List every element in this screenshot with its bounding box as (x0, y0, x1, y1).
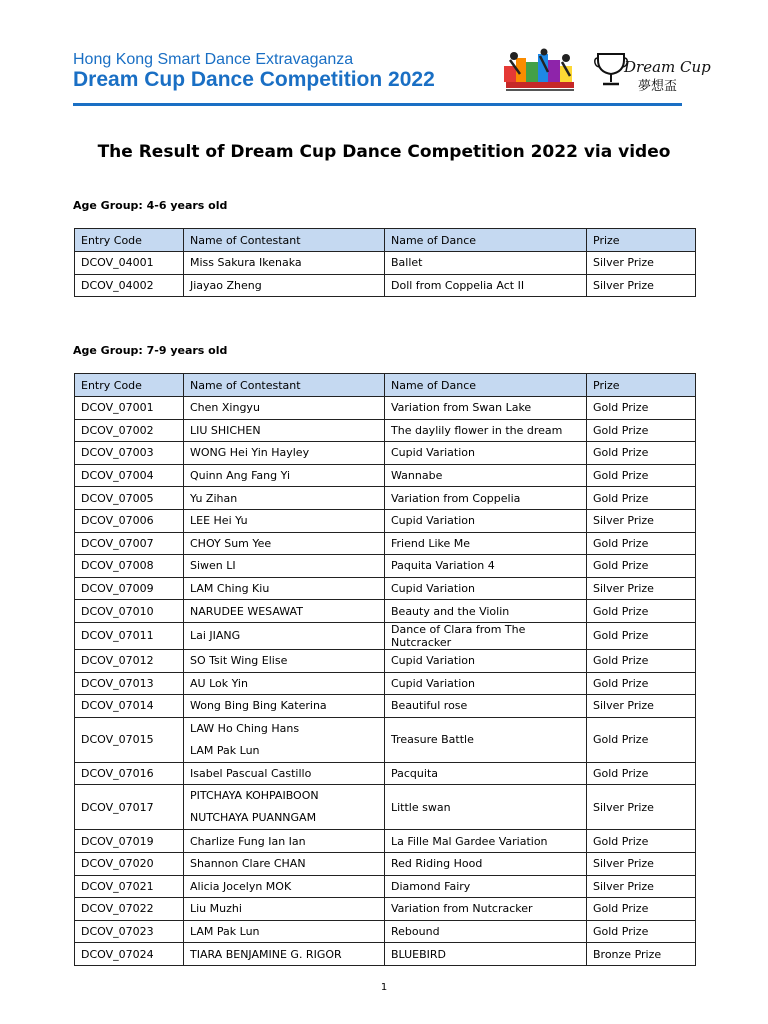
contestant-cell (184, 875, 385, 898)
contestant-name: Isabel Pascual Castillo (190, 767, 312, 781)
table-row (75, 622, 696, 649)
entry-code-cell: DCOV_07004 (75, 464, 184, 487)
prize-cell: Gold Prize (587, 555, 696, 578)
table-row (75, 898, 696, 921)
contestant-name: NUTCHAYA PUANNGAM (190, 811, 317, 825)
header-title: Dream Cup Dance Competition 2022 (73, 68, 435, 91)
contestant-name: Chen Xingyu (190, 401, 260, 415)
dream-cup-logo (594, 50, 711, 96)
table-row (75, 695, 696, 718)
table-row (75, 397, 696, 420)
prize-cell: Gold Prize (587, 419, 696, 442)
prize-cell: Gold Prize (587, 600, 696, 623)
contestant-name: WONG Hei Yin Hayley (190, 446, 310, 460)
contestant-cell (184, 487, 385, 510)
prize-cell: Gold Prize (587, 830, 696, 853)
extravaganza-logo (500, 48, 580, 96)
results-table (74, 228, 696, 297)
table-row (75, 464, 696, 487)
dance-cell: Cupid Variation (385, 509, 587, 532)
table-row (75, 600, 696, 623)
entry-code-cell: DCOV_07006 (75, 509, 184, 532)
table-row (75, 509, 696, 532)
dance-cell: La Fille Mal Gardee Variation (385, 830, 587, 853)
prize-cell: Gold Prize (587, 898, 696, 921)
entry-code-cell: DCOV_07023 (75, 920, 184, 943)
contestant-cell (184, 695, 385, 718)
table-row (75, 577, 696, 600)
entry-code-cell: DCOV_07008 (75, 555, 184, 578)
table-row (75, 532, 696, 555)
contestant-cell (184, 555, 385, 578)
entry-code-cell: DCOV_07015 (75, 717, 184, 762)
entry-code-cell: DCOV_07005 (75, 487, 184, 510)
prize-cell: Silver Prize (587, 577, 696, 600)
contestant-cell (184, 509, 385, 532)
contestant-cell (184, 852, 385, 875)
contestant-name: Wong Bing Bing Katerina (190, 699, 327, 713)
contestant-cell (184, 762, 385, 785)
dance-cell: The daylily flower in the dream (385, 419, 587, 442)
entry-code-cell: DCOV_07011 (75, 622, 184, 649)
prize-cell: Bronze Prize (587, 943, 696, 966)
contestant-name: LAM Pak Lun (190, 743, 260, 757)
contestant-cell (184, 622, 385, 649)
prize-cell: Gold Prize (587, 397, 696, 420)
table-header-row (75, 229, 696, 252)
entry-code-cell: DCOV_07019 (75, 830, 184, 853)
dance-cell: Beautiful rose (385, 695, 587, 718)
contestant-name: LAW Ho Ching Hans (190, 721, 300, 735)
entry-code-cell: DCOV_07017 (75, 785, 184, 830)
contestant-name: Siwen LI (190, 559, 236, 573)
entry-code-cell: DCOV_04002 (75, 274, 184, 297)
column-header: Name of Dance (385, 229, 587, 252)
prize-cell: Gold Prize (587, 672, 696, 695)
contestant-name: Jiayao Zheng (190, 278, 262, 292)
entry-code-cell: DCOV_07009 (75, 577, 184, 600)
dance-cell: Diamond Fairy (385, 875, 587, 898)
prize-cell: Silver Prize (587, 852, 696, 875)
contestant-name: Charlize Fung Ian Ian (190, 834, 306, 848)
dance-cell: Ballet (385, 252, 587, 275)
entry-code-cell: DCOV_07007 (75, 532, 184, 555)
prize-cell: Gold Prize (587, 649, 696, 672)
contestant-cell (184, 943, 385, 966)
dance-cell: Cupid Variation (385, 672, 587, 695)
contestant-cell (184, 274, 385, 297)
dance-cell: Variation from Nutcracker (385, 898, 587, 921)
contestant-cell (184, 672, 385, 695)
column-header: Prize (587, 374, 696, 397)
prize-cell: Gold Prize (587, 464, 696, 487)
dance-cell: Variation from Coppelia (385, 487, 587, 510)
contestant-name: LEE Hei Yu (190, 514, 248, 528)
table-row (75, 274, 696, 297)
table-row (75, 830, 696, 853)
entry-code-cell: DCOV_07001 (75, 397, 184, 420)
contestant-cell (184, 649, 385, 672)
contestant-cell (184, 577, 385, 600)
contestant-name: TIARA BENJAMINE G. RIGOR (190, 947, 342, 961)
column-header: Prize (587, 229, 696, 252)
contestant-name: LAM Ching Kiu (190, 582, 270, 596)
contestant-cell (184, 920, 385, 943)
column-header: Name of Contestant (184, 374, 385, 397)
prize-cell: Silver Prize (587, 695, 696, 718)
table-row (75, 487, 696, 510)
column-header: Name of Dance (385, 374, 587, 397)
table-row (75, 419, 696, 442)
dance-cell: Wannabe (385, 464, 587, 487)
dance-cell: Cupid Variation (385, 442, 587, 465)
prize-cell: Silver Prize (587, 785, 696, 830)
entry-code-cell: DCOV_07021 (75, 875, 184, 898)
dance-cell: Little swan (385, 785, 587, 830)
contestant-name: AU Lok Yin (190, 676, 248, 690)
contestant-cell (184, 717, 385, 762)
contestant-cell (184, 830, 385, 853)
dance-cell: Rebound (385, 920, 587, 943)
table-row (75, 649, 696, 672)
contestant-name: SO Tsit Wing Elise (190, 654, 288, 668)
entry-code-cell: DCOV_07016 (75, 762, 184, 785)
dance-cell: Doll from Coppelia Act II (385, 274, 587, 297)
contestant-name: Shannon Clare CHAN (190, 857, 306, 871)
entry-code-cell: DCOV_07002 (75, 419, 184, 442)
dance-cell: BLUEBIRD (385, 943, 587, 966)
contestant-name: LAM Pak Lun (190, 924, 260, 938)
contestant-cell (184, 252, 385, 275)
contestant-cell (184, 419, 385, 442)
entry-code-cell: DCOV_07012 (75, 649, 184, 672)
contestant-name: Miss Sakura Ikenaka (190, 256, 302, 270)
contestant-cell (184, 785, 385, 830)
prize-cell: Gold Prize (587, 717, 696, 762)
dance-cell: Pacquita (385, 762, 587, 785)
dream-cup-logo-cn: 夢想盃 (638, 79, 678, 94)
contestant-cell (184, 532, 385, 555)
table-header-row (75, 374, 696, 397)
prize-cell: Silver Prize (587, 252, 696, 275)
age-group-label: Age Group: 4-6 years old (73, 199, 228, 212)
prize-cell: Gold Prize (587, 622, 696, 649)
table-row (75, 555, 696, 578)
contestant-name: Quinn Ang Fang Yi (190, 469, 290, 483)
dance-cell: Friend Like Me (385, 532, 587, 555)
contestant-cell (184, 600, 385, 623)
contestant-cell (184, 898, 385, 921)
prize-cell: Gold Prize (587, 442, 696, 465)
document-title: The Result of Dream Cup Dance Competition 2022 via video (97, 142, 671, 162)
table-row (75, 785, 696, 830)
prize-cell: Gold Prize (587, 487, 696, 510)
entry-code-cell: DCOV_07003 (75, 442, 184, 465)
contestant-name: Alicia Jocelyn MOK (190, 879, 292, 893)
dance-cell: Dance of Clara from The Nutcracker (385, 622, 587, 649)
prize-cell: Gold Prize (587, 920, 696, 943)
contestant-name: Liu Muzhi (190, 902, 242, 916)
table-row (75, 672, 696, 695)
table-row (75, 875, 696, 898)
contestant-cell (184, 464, 385, 487)
contestant-name: CHOY Sum Yee (190, 536, 272, 550)
dance-cell: Cupid Variation (385, 577, 587, 600)
prize-cell: Silver Prize (587, 509, 696, 532)
dance-cell: Treasure Battle (385, 717, 587, 762)
column-header: Entry Code (75, 374, 184, 397)
results-table (74, 373, 696, 966)
dream-cup-logo-text: Dream Cup (624, 58, 711, 76)
entry-code-cell: DCOV_07013 (75, 672, 184, 695)
contestant-name: PITCHAYA KOHPAIBOON (190, 789, 319, 803)
table-row (75, 442, 696, 465)
entry-code-cell: DCOV_07022 (75, 898, 184, 921)
dance-cell: Cupid Variation (385, 649, 587, 672)
entry-code-cell: DCOV_07020 (75, 852, 184, 875)
contestant-cell (184, 397, 385, 420)
table-row (75, 943, 696, 966)
prize-cell: Silver Prize (587, 274, 696, 297)
header-rule (73, 103, 682, 106)
contestant-name: LIU SHICHEN (190, 423, 261, 437)
page-number: 1 (380, 982, 388, 993)
age-group-label: Age Group: 7-9 years old (73, 344, 228, 357)
dance-cell: Beauty and the Violin (385, 600, 587, 623)
table-row (75, 252, 696, 275)
entry-code-cell: DCOV_04001 (75, 252, 184, 275)
entry-code-cell: DCOV_07010 (75, 600, 184, 623)
table-row (75, 852, 696, 875)
entry-code-cell: DCOV_07024 (75, 943, 184, 966)
prize-cell: Silver Prize (587, 875, 696, 898)
contestant-cell (184, 442, 385, 465)
dance-cell: Paquita Variation 4 (385, 555, 587, 578)
prize-cell: Gold Prize (587, 762, 696, 785)
contestant-name: NARUDEE WESAWAT (190, 604, 303, 618)
contestant-name: Lai JIANG (190, 629, 241, 643)
table-row (75, 762, 696, 785)
dance-cell: Variation from Swan Lake (385, 397, 587, 420)
header-subtitle: Hong Kong Smart Dance Extravaganza (73, 51, 354, 68)
entry-code-cell: DCOV_07014 (75, 695, 184, 718)
prize-cell: Gold Prize (587, 532, 696, 555)
column-header: Entry Code (75, 229, 184, 252)
dance-cell: Red Riding Hood (385, 852, 587, 875)
contestant-name: Yu Zihan (190, 491, 238, 505)
table-row (75, 920, 696, 943)
table-row (75, 717, 696, 762)
column-header: Name of Contestant (184, 229, 385, 252)
